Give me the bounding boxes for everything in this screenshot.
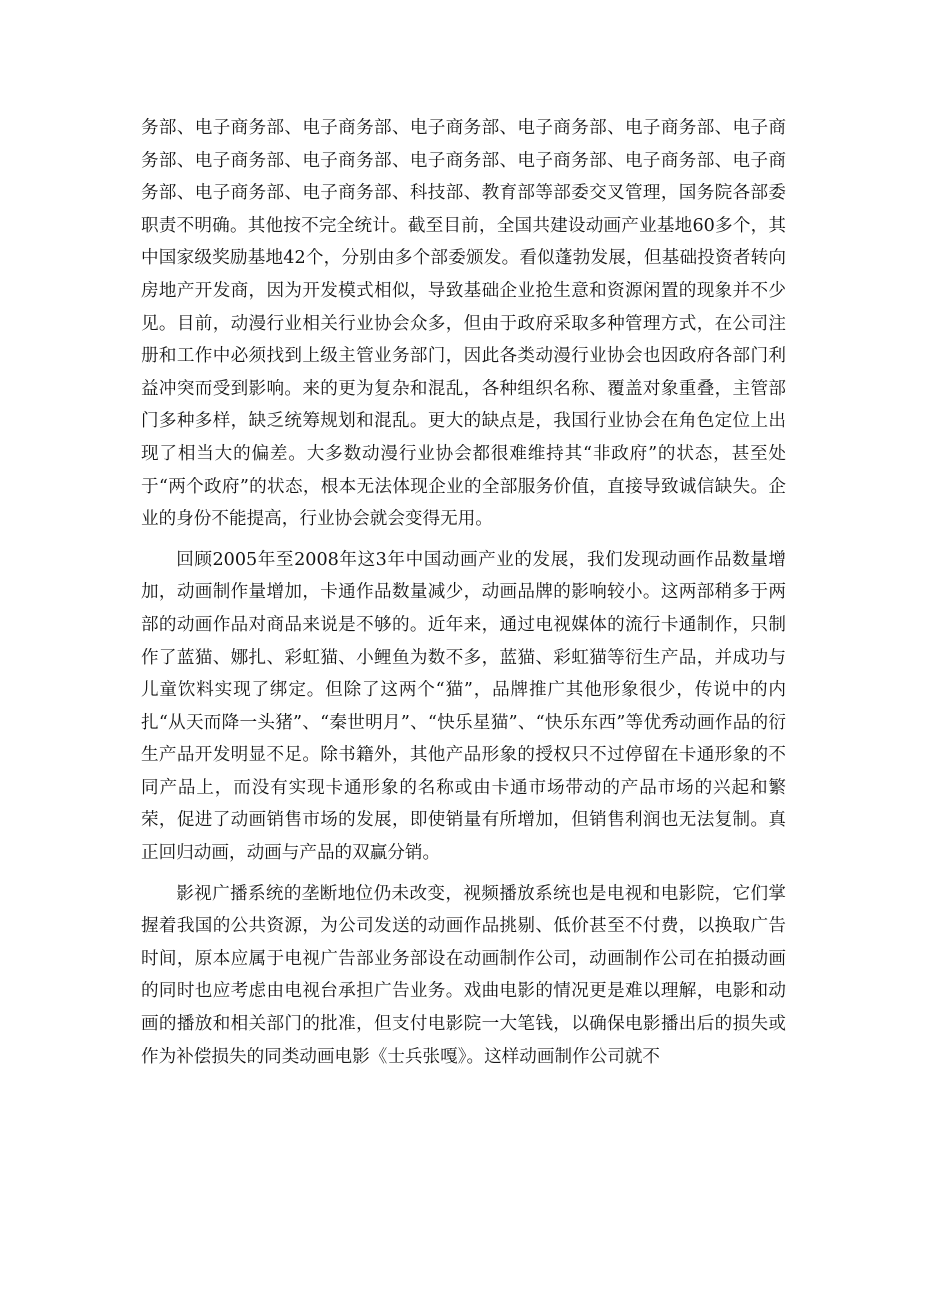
- paragraph-2: 回顾2005年至2008年这3年中国动画产业的发展，我们发现动画作品数量增加，动画制作量增加，卡通作品数量减少，动画品牌的影响较小。这两部稍多于两部的动画作品对商品来说是不够的。近年来，通过电视媒体的流行卡通制作，只制作了蓝猫、娜扎、彩虹猫、小鲤鱼为数不多，蓝猫、彩虹猫等衍生产品，并成功与儿童饮料实现了绑定。但除了这两个“猫”，品牌推广其他形象很少，传说中的内扎“从天而降一头猪”、“秦世明月”、“快乐星猫”、“快乐东西”等优秀动画作品的衍生产品开发明显不足。除书籍外，其他产品形象的授权只不过停留在卡通形象的不同产品上，而没有实现卡通形象的名称或由卡通市场带动的产品市场的兴起和繁荣，促进了动画销售市场的发展，即使销量有所增加，但销售利润也无法复制。真正回归动画，动画与产品的双赢分销。: [141, 549, 786, 864]
- paragraph-3: 影视广播系统的垄断地位仍未改变，视频播放系统也是电视和电影院，它们掌握着我国的公共资源，为公司发送的动画作品挑剔、低价甚至不付费，以换取广告时间，原本应属于电视广告部业务部设在动画制作公司，动画制作公司在拍摄动画的同时也应考虑由电视台承担广告业务。戏曲电影的情况更是难以理解，电影和动画的播放和相关部门的批准，但支付电影院一大笔钱，以确保电影播出后的损失或作为补偿损失的同类动画电影《士兵张嘎》。这样动画制作公司就不: [141, 883, 786, 1067]
- paragraph-1: 务部、电子商务部、电子商务部、电子商务部、电子商务部、电子商务部、电子商务部、电子商务部、电子商务部、电子商务部、电子商务部、电子商务部、电子商务部、电子商务部、电子商务部、科技部、教育部等部委交叉管理，国务院各部委职责不明确。其他按不完全统计。截至目前，全国共建设动画产业基地60多个，其中国家级奖励基地42个，分别由多个部委颁发。看似蓬勃发展，但基础投资者转向房地产开发商，因为开发模式相似，导致基础企业抢生意和资源闲置的现象并不少见。目前，动漫行业相关行业协会众多，但由于政府采取多种管理方式，在公司注册和工作中必须找到上级主管业务部门，因此各类动漫行业协会也因政府各部门利益冲突而受到影响。来的更为复杂和混乱，各种组织名称、覆盖对象重叠，主管部门多种多样，缺乏统筹规划和混乱。更大的缺点是，我国行业协会在角色定位上出现了相当大的偏差。大多数动漫行业协会都很难维持其“非政府”的状态，甚至处于“两个政府”的状态，根本无法体现企业的全部服务价值，直接导致诚信缺失。企业的身份不能提高，行业协会就会变得无用。: [141, 118, 786, 530]
- document-page: [141, 112, 786, 1073]
